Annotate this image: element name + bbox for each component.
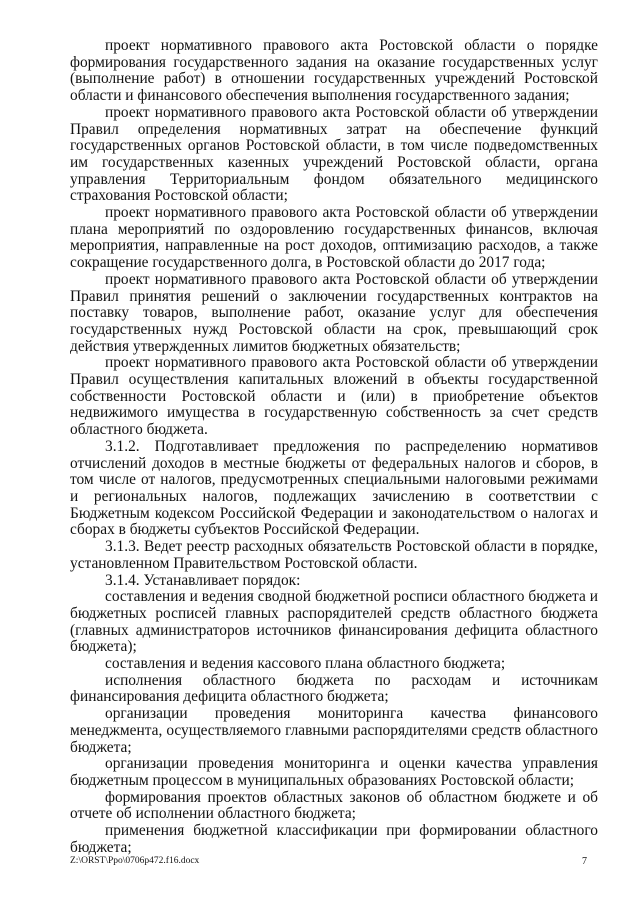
paragraph-4: проект нормативного правового акта Ростовской области об утверждении Правил принятия решений о заключении государственных контрактов на поставку товаров, выполнение работ, оказание услуг для обеспечения государственных нужд Ростовской области на срок, превышающий срок действия утвержденных лимитов бюджетных обязательств; [70,270,598,355]
document-body [70,38,598,856]
page-number: 7 [582,856,587,867]
paragraph-3-1-2: 3.1.2. Подготавливает предложения по распределению нормативов отчислений доходов в местные бюджеты от федеральных налогов и сборов, в том числе от налогов, предусмотренных специальными налоговыми режимами и региональных налогов, подлежащих зачислению в соответствии с Бюджетным кодексом Российской Федерации и законодательством о налогах и сборах в бюджеты субъектов Российской Федерации. [70,437,598,539]
paragraph-3-1-3: 3.1.3. Ведет реестр расходных обязательств Ростовской области в порядке, установленном Правительством Ростовской области. [70,538,598,572]
list-item-7: применения бюджетной классификации при формировании областного бюджета; [70,822,598,856]
list-item-2: составления и ведения кассового плана областного бюджета; [105,655,506,673]
list-item-3: исполнения областного бюджета по расходам и источникам финансирования дефицита областного бюджета; [70,671,598,706]
list-item-4: организации проведения мониторинга качества финансового менеджмента, осуществляемого главными распорядителями средств областного бюджета; [70,705,598,756]
paragraph-2: проект нормативного правового акта Ростовской области об утверждении Правил определения нормативных затрат на обеспечение функций государственных органов Ростовской области, в том числе подведомственных им государственных казенных учреждений Ростовской области, органа управления Территориальным фондом обязательного медицинского страхования Ростовской области; [70,103,598,205]
list-item-6: формирования проектов областных законов об областном бюджете и об отчете об исполнении областного бюджета; [70,788,598,823]
list-item-5: организации проведения мониторинга и оценки качества управления бюджетным процессом в муниципальных образованиях Ростовской области; [70,755,598,789]
paragraph-3-1-4: 3.1.4. Устанавливает порядок: [105,571,301,589]
footer-file-path: Z:\ORST\Ppo\0706p472.f16.docx [70,856,200,866]
paragraph-3: проект нормативного правового акта Ростовской области об утверждении плана мероприятий по оздоровлению государственных финансов, включая мероприятия, направленные на рост доходов, оптимизацию расходов, а также сокращение государственного долга, в Ростовской области до 2017 года; [70,204,598,272]
paragraph-5: проект нормативного правового акта Ростовской области об утверждении Правил осуществления капитальных вложений в объекты государственной собственности Ростовской области и (или) в приобретение объектов недвижимого имущества в государственную собственность за счет средств областного бюджета. [70,354,598,439]
list-item-1: составления и ведения сводной бюджетной росписи областного бюджета и бюджетных росписей главных распорядителей средств областного бюджета (главных администраторов источников финансирования дефицита областного бюджета); [70,588,598,656]
paragraph-1: проект нормативного правового акта Ростовской области о порядке формирования государственного задания на оказание государственных услуг (выполнение работ) в отношении государственных учреждений Ростовской области и финансового обеспечения выполнения государственного задания; [70,37,598,105]
